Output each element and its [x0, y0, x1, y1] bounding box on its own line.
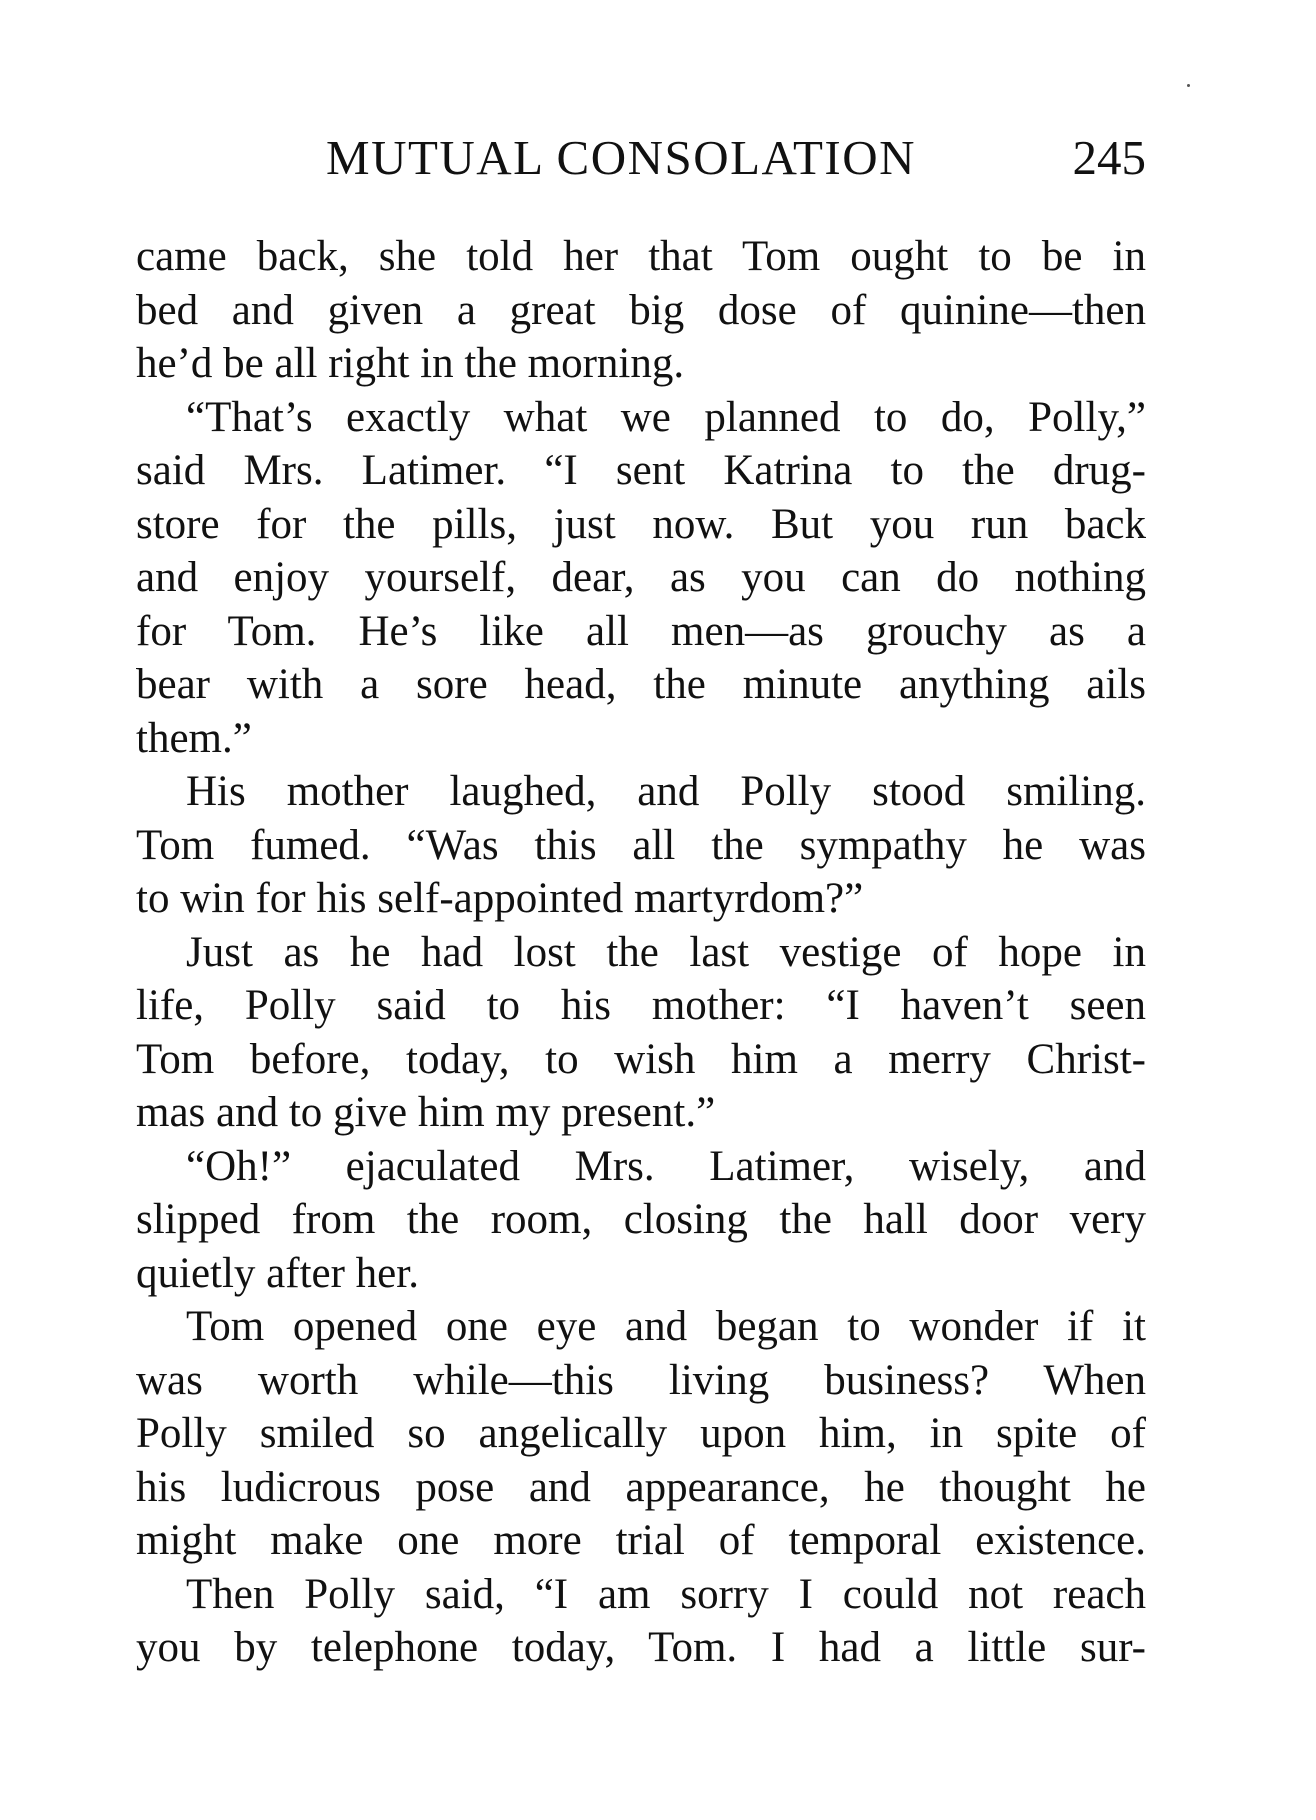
text-line: “Oh!” ejaculated Mrs. Latimer, wisely, and — [186, 1142, 1146, 1190]
text-line: “That’s exactly what we planned to do, Polly,” — [186, 393, 1146, 441]
text-line: them.” — [136, 714, 252, 762]
text-line: Tom before, today, to wish him a merry Christ- — [136, 1035, 1146, 1083]
text-line: and enjoy yourself, dear, as you can do nothing — [136, 554, 1146, 601]
text-line: to win for his self-appointed martyrdom?” — [136, 875, 864, 922]
text-line: mas and to give him my present.” — [136, 1089, 716, 1136]
text-line: said Mrs. Latimer. “I sent Katrina to the drug- — [136, 447, 1146, 494]
text-line: Just as he had lost the last vestige of hope in — [186, 928, 1146, 976]
text-line: Polly smiled so angelically upon him, in spite of — [136, 1410, 1146, 1457]
text-line: you by telephone today, Tom. I had a little sur- — [136, 1624, 1146, 1671]
text-line: was worth while—this living business? When — [136, 1356, 1146, 1404]
text-line: His mother laughed, and Polly stood smiling. — [186, 768, 1146, 815]
chapter-title: MUTUAL CONSOLATION — [326, 130, 917, 185]
text-line: store for the pills, just now. But you run back — [136, 500, 1146, 548]
text-line: bed and given a great big dose of quinine—then — [136, 286, 1146, 334]
text-line: came back, she told her that Tom ought to be in — [136, 233, 1146, 280]
text-line: slipped from the room, closing the hall door very — [136, 1196, 1146, 1243]
text-line: quietly after her. — [136, 1249, 419, 1297]
text-line: bear with a sore head, the minute anything ails — [136, 661, 1146, 708]
text-line: he’d be all right in the morning. — [136, 340, 685, 387]
text-line: Tom opened one eye and began to wonder if it — [186, 1303, 1146, 1350]
text-line: his ludicrous pose and appearance, he thought he — [136, 1463, 1146, 1511]
scan-speck — [1187, 84, 1190, 87]
page-number: 245 — [1072, 130, 1146, 185]
running-header — [136, 128, 1146, 188]
text-line: Then Polly said, “I am sorry I could not reach — [186, 1570, 1146, 1618]
text-line: Tom fumed. “Was this all the sympathy he was — [136, 821, 1146, 869]
text-line: for Tom. He’s like all men—as grouchy as a — [136, 607, 1146, 655]
text-line: life, Polly said to his mother: “I haven’t seen — [136, 982, 1146, 1029]
body-text — [136, 230, 1146, 1675]
text-line: might make one more trial of temporal existence. — [136, 1517, 1146, 1564]
